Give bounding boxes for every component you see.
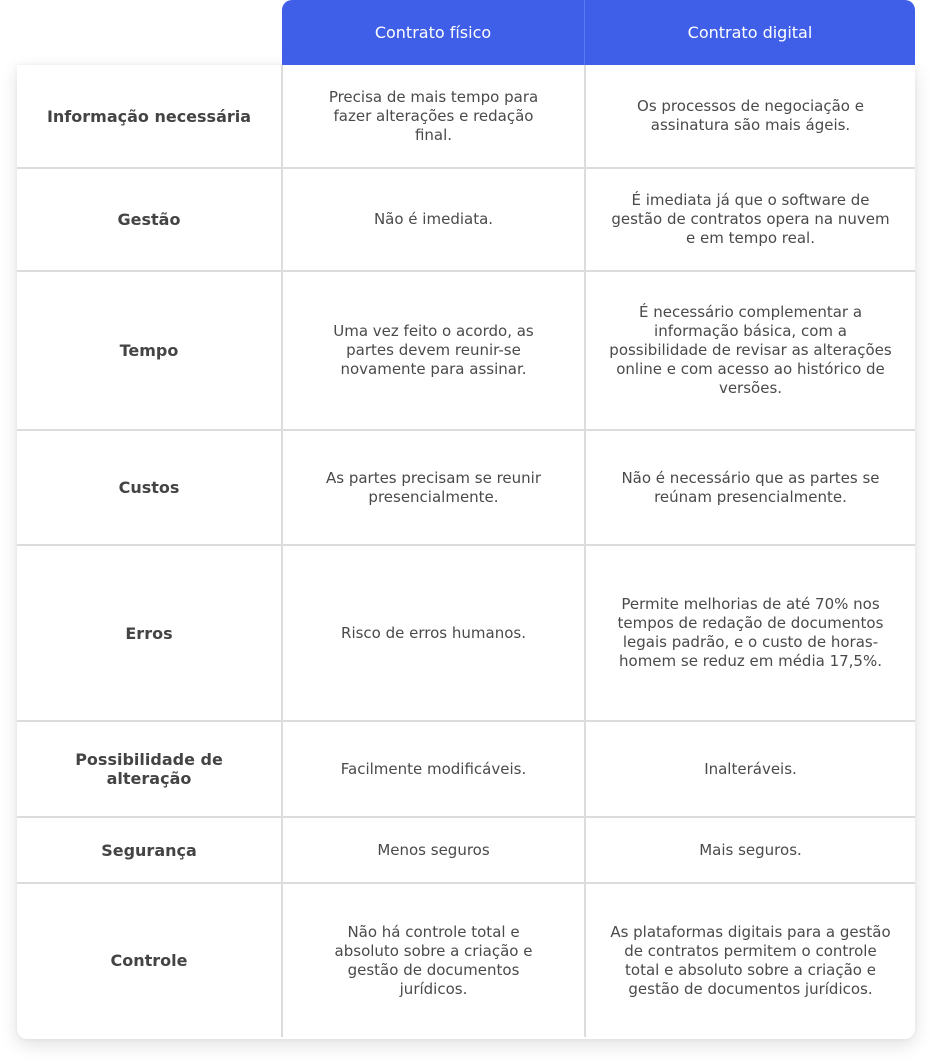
cell-fisico: Precisa de mais tempo para fazer alterações e redação final. <box>282 65 585 168</box>
comparison-table <box>17 65 915 1037</box>
table-row <box>17 721 915 817</box>
cell-fisico: Risco de erros humanos. <box>282 545 585 721</box>
table-row <box>17 168 915 271</box>
header-contrato-digital: Contrato digital <box>687 23 813 42</box>
row-label: Segurança <box>17 817 282 883</box>
row-label: Controle <box>110 951 188 970</box>
cell-fisico: Não é imediata. <box>282 168 585 271</box>
table-row <box>17 817 915 883</box>
table-row <box>17 65 915 168</box>
cell-fisico: Não há controle total e absoluto sobre a criação e gestão de documentos jurídicos. <box>282 883 585 1037</box>
row-label: Possibilidade de alteração <box>17 721 282 817</box>
row-label: Gestão <box>17 168 282 271</box>
cell-fisico: As partes precisam se reunir presencialmente. <box>282 430 585 545</box>
table-row <box>17 545 915 721</box>
row-label: Informação necessária <box>17 65 282 168</box>
cell-digital: Mais seguros. <box>585 817 915 883</box>
cell-digital: Os processos de negociação e assinatura são mais ágeis. <box>585 65 915 168</box>
row-label: Erros <box>17 545 282 721</box>
header-contrato-fisico: Contrato físico <box>282 0 585 65</box>
cell-fisico: Uma vez feito o acordo, as partes devem reunir-se novamente para assinar. <box>282 271 585 430</box>
row-label: Custos <box>17 430 282 545</box>
table-header <box>282 0 915 65</box>
row-label: Tempo <box>17 271 282 430</box>
cell-fisico: Menos seguros <box>282 817 585 883</box>
cell-digital: É necessário complementar a informação básica, com a possibilidade de revisar as alterações online e com acesso ao histórico de versões. <box>585 271 915 430</box>
table-row <box>17 883 915 1037</box>
cell-digital: Não é necessário que as partes se reúnam presencialmente. <box>585 430 915 545</box>
cell-fisico: Facilmente modificáveis. <box>282 721 585 817</box>
cell-digital: É imediata já que o software de gestão de contratos opera na nuvem e em tempo real. <box>585 168 915 271</box>
cell-digital: Inalteráveis. <box>585 721 915 817</box>
cell-digital: Permite melhorias de até 70% nos tempos de redação de documentos legais padrão, e o custo de horas-homem se reduz em média 17,5%. <box>585 545 915 721</box>
table-row <box>17 430 915 545</box>
cell-digital: As plataformas digitais para a gestão de contratos permitem o controle total e absoluto sobre a criação e gestão de documentos jurídicos. <box>585 883 915 1037</box>
table-row <box>17 271 915 430</box>
